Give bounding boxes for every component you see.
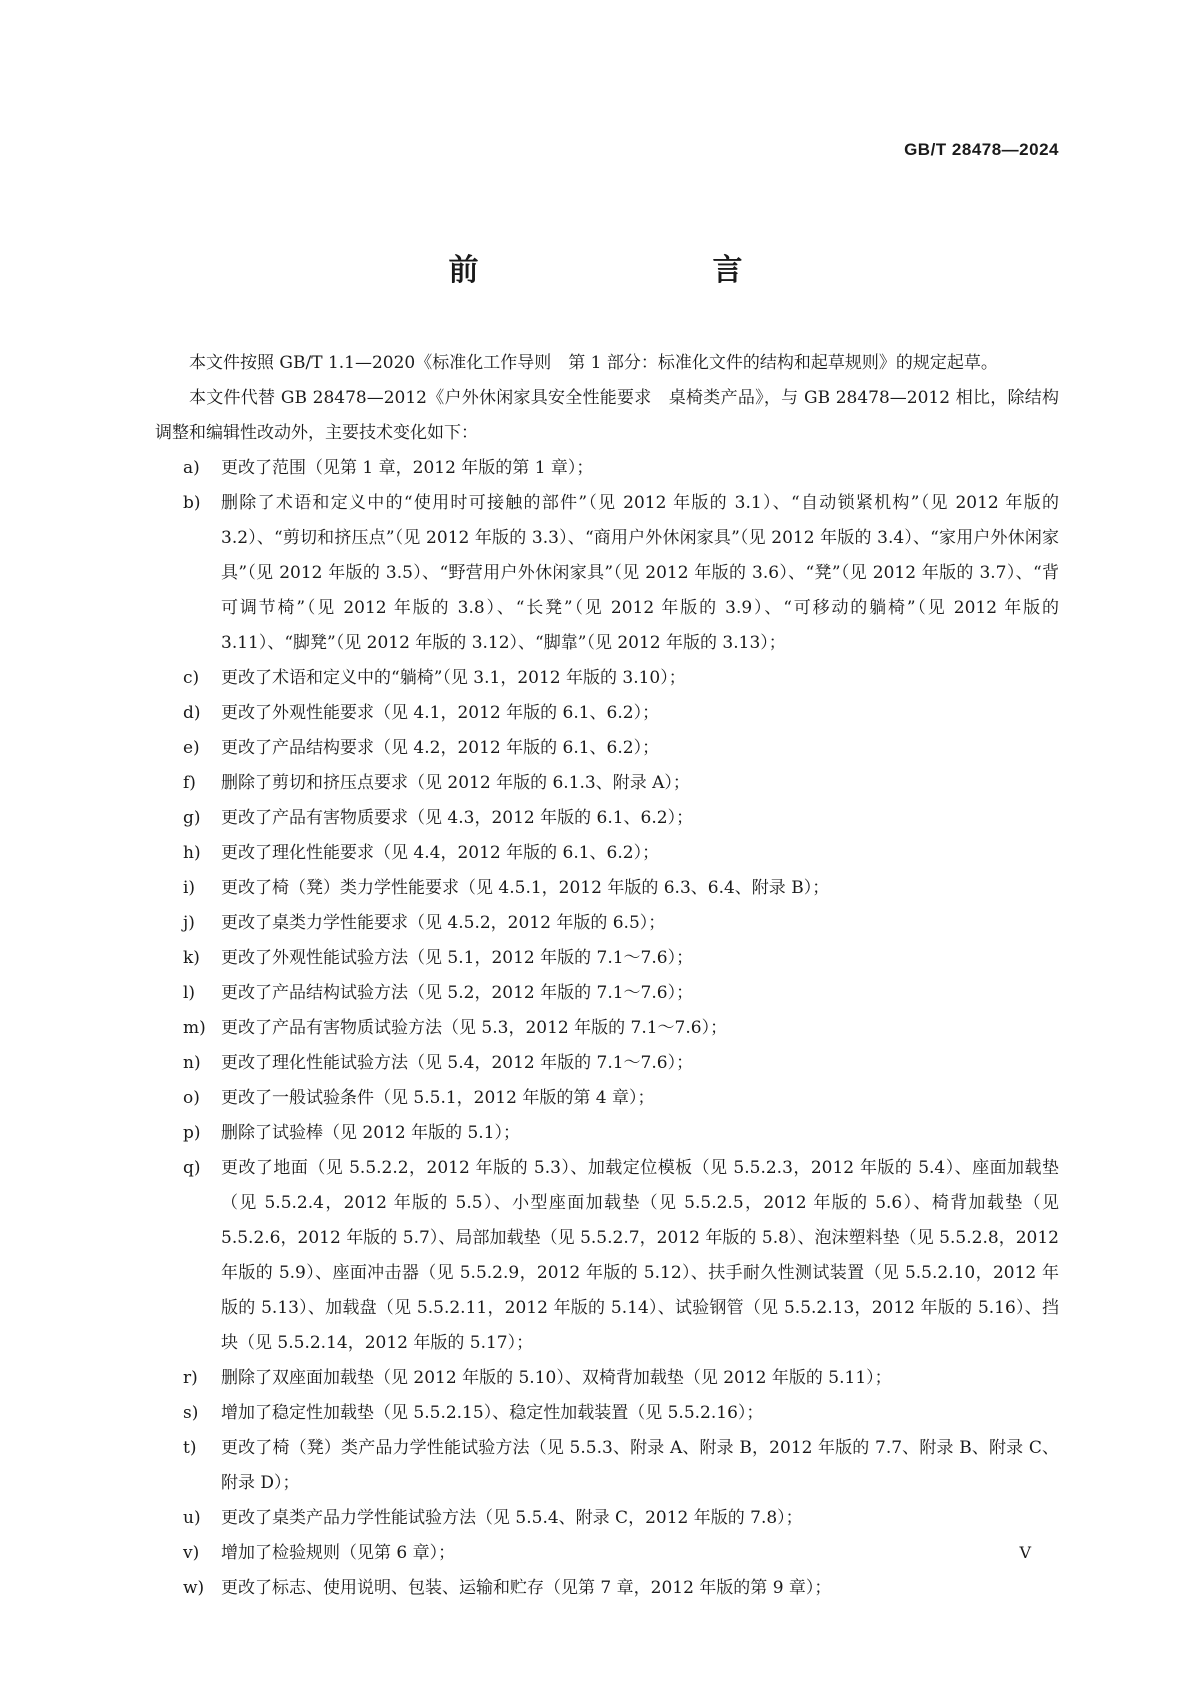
item-marker: j) bbox=[183, 913, 195, 933]
item-text: 更改了桌类力学性能要求（见 4.5.2，2012 年版的 6.5）； bbox=[221, 913, 666, 933]
item-text: 更改了理化性能试验方法（见 5.4，2012 年版的 7.1～7.6）； bbox=[221, 1053, 694, 1073]
page-title: 前 言 bbox=[448, 253, 801, 288]
list-item bbox=[155, 1361, 1059, 1396]
list-item bbox=[155, 941, 1059, 976]
list-item bbox=[155, 1431, 1059, 1501]
list-item bbox=[155, 661, 1059, 696]
item-text: 更改了椅（凳）类产品力学性能试验方法（见 5.5.3、附录 A、附录 B，2012 年版的 7.7、附录 B、附录 C、附录 D）； bbox=[221, 1438, 1059, 1493]
list-item bbox=[155, 1046, 1059, 1081]
item-text: 更改了产品有害物质试验方法（见 5.3，2012 年版的 7.1～7.6）； bbox=[221, 1018, 728, 1038]
item-text: 更改了地面（见 5.5.2.2，2012 年版的 5.3）、加载定位模板（见 5.5.2.3，2012 年版的 5.4）、座面加载垫（见 5.5.2.4，2012 年版的 5.5）、小型座面加载垫（见 5.5.2.5，2012 年版的 5.6）、椅背加载垫（见 5.5.2.6，2012 年版的 5.7）、局部加载垫（见 5.5.2.7，2012 年版的 5.8）、泡沫塑料垫（见 5.5.2.8，2012 年版的 5.9）、座面冲击器（见 5.5.2.9，2012 年版的 5.12）、扶手耐久性测试装置（见 5.5.2.10，2012 年版的 5.13）、加载盘（见 5.5.2.11，2012 年版的 5.14）、试验钢管（见 5.5.2.13，2012 年版的 5.16）、挡块（见 5.5.2.14，2012 年版的 5.17）； bbox=[221, 1158, 1059, 1353]
list-item bbox=[155, 1081, 1059, 1116]
item-marker: w) bbox=[183, 1578, 205, 1598]
list-item bbox=[155, 871, 1059, 906]
item-text: 更改了产品结构要求（见 4.2，2012 年版的 6.1、6.2）； bbox=[221, 738, 660, 758]
item-marker: d) bbox=[183, 703, 201, 723]
list-item bbox=[155, 486, 1059, 661]
list-item bbox=[155, 906, 1059, 941]
item-marker: k) bbox=[183, 948, 200, 968]
item-text: 更改了桌类产品力学性能试验方法（见 5.5.4、附录 C，2012 年版的 7.8）； bbox=[221, 1508, 803, 1528]
item-marker: q) bbox=[183, 1158, 201, 1178]
list-item bbox=[155, 451, 1059, 486]
list-item bbox=[155, 836, 1059, 871]
item-marker: f) bbox=[183, 773, 196, 793]
list-item bbox=[155, 1501, 1059, 1536]
intro-paragraph-1: 本文件按照 GB/T 1.1—2020《标准化工作导则 第 1 部分：标准化文件的结构和起草规则》的规定起草。 bbox=[189, 353, 998, 373]
item-marker: v) bbox=[183, 1543, 200, 1563]
item-marker: a) bbox=[183, 458, 200, 478]
item-text: 更改了椅（凳）类力学性能要求（见 4.5.1，2012 年版的 6.3、6.4、附录 B）； bbox=[221, 878, 830, 898]
page-number: Ⅴ bbox=[1019, 1543, 1031, 1562]
item-text: 更改了一般试验条件（见 5.5.1，2012 年版的第 4 章）； bbox=[221, 1088, 655, 1108]
changes-list bbox=[155, 451, 1059, 1606]
item-text: 删除了剪切和挤压点要求（见 2012 年版的 6.1.3、附录 A）； bbox=[221, 773, 690, 793]
item-text: 删除了术语和定义中的“使用时可接触的部件”（见 2012 年版的 3.1）、“自动锁紧机构”（见 2012 年版的 3.2）、“剪切和挤压点”（见 2012 年版的 3.3）、“商用户外休闲家具”（见 2012 年版的 3.4）、“家用户外休闲家具”（见 2012 年版的 3.5）、“野营用户外休闲家具”（见 2012 年版的 3.6）、“凳”（见 2012 年版的 3.7）、“背可调节椅”（见 2012 年版的 3.8）、“长凳”（见 2012 年版的 3.9）、“可移动的躺椅”（见 2012 年版的 3.11）、“脚凳”（见 2012 年版的 3.12）、“脚靠”（见 2012 年版的 3.13）； bbox=[221, 493, 1059, 653]
item-marker: g) bbox=[183, 808, 201, 828]
document-body bbox=[155, 346, 1059, 1606]
item-marker: t) bbox=[183, 1438, 197, 1458]
list-item bbox=[155, 696, 1059, 731]
list-item bbox=[155, 976, 1059, 1011]
item-marker: m) bbox=[183, 1018, 206, 1038]
item-marker: b) bbox=[183, 493, 201, 513]
item-marker: s) bbox=[183, 1403, 199, 1423]
item-text: 更改了范围（见第 1 章，2012 年版的第 1 章）； bbox=[221, 458, 594, 478]
item-text: 更改了标志、使用说明、包装、运输和贮存（见第 7 章，2012 年版的第 9 章）； bbox=[221, 1578, 832, 1598]
intro-paragraph-2: 本文件代替 GB 28478—2012《户外休闲家具安全性能要求 桌椅类产品》，与 GB 28478—2012 相比，除结构调整和编辑性改动外，主要技术变化如下： bbox=[155, 388, 1059, 443]
item-text: 更改了产品有害物质要求（见 4.3，2012 年版的 6.1、6.2）； bbox=[221, 808, 694, 828]
item-text: 增加了稳定性加载垫（见 5.5.2.15）、稳定性加载装置（见 5.5.2.16）； bbox=[221, 1403, 764, 1423]
list-item bbox=[155, 1571, 1059, 1606]
item-marker: l) bbox=[183, 983, 196, 1003]
item-text: 增加了检验规则（见第 6 章）； bbox=[221, 1543, 456, 1563]
item-marker: u) bbox=[183, 1508, 201, 1528]
item-text: 删除了试验棒（见 2012 年版的 5.1）； bbox=[221, 1123, 521, 1143]
item-marker: o) bbox=[183, 1088, 200, 1108]
item-text: 更改了术语和定义中的“躺椅”（见 3.1，2012 年版的 3.10）； bbox=[221, 668, 686, 688]
list-item bbox=[155, 801, 1059, 836]
item-text: 更改了外观性能要求（见 4.1，2012 年版的 6.1、6.2）； bbox=[221, 703, 660, 723]
item-marker: c) bbox=[183, 668, 200, 688]
item-marker: h) bbox=[183, 843, 201, 863]
document-code: GB/T 28478—2024 bbox=[904, 140, 1059, 159]
list-item bbox=[155, 1116, 1059, 1151]
list-item bbox=[155, 766, 1059, 801]
item-text: 更改了理化性能要求（见 4.4，2012 年版的 6.1、6.2）； bbox=[221, 843, 660, 863]
list-item bbox=[155, 1151, 1059, 1361]
item-marker: i) bbox=[183, 878, 196, 898]
item-text: 更改了产品结构试验方法（见 5.2，2012 年版的 7.1～7.6）； bbox=[221, 983, 694, 1003]
item-text: 更改了外观性能试验方法（见 5.1，2012 年版的 7.1～7.6）； bbox=[221, 948, 694, 968]
item-marker: r) bbox=[183, 1368, 198, 1388]
list-item bbox=[155, 1396, 1059, 1431]
item-marker: n) bbox=[183, 1053, 201, 1073]
list-item bbox=[155, 1011, 1059, 1046]
list-item bbox=[155, 731, 1059, 766]
list-item bbox=[155, 1536, 1059, 1571]
item-marker: p) bbox=[183, 1123, 201, 1143]
item-marker: e) bbox=[183, 738, 200, 758]
item-text: 删除了双座面加载垫（见 2012 年版的 5.10）、双椅背加载垫（见 2012 年版的 5.11）； bbox=[221, 1368, 892, 1388]
